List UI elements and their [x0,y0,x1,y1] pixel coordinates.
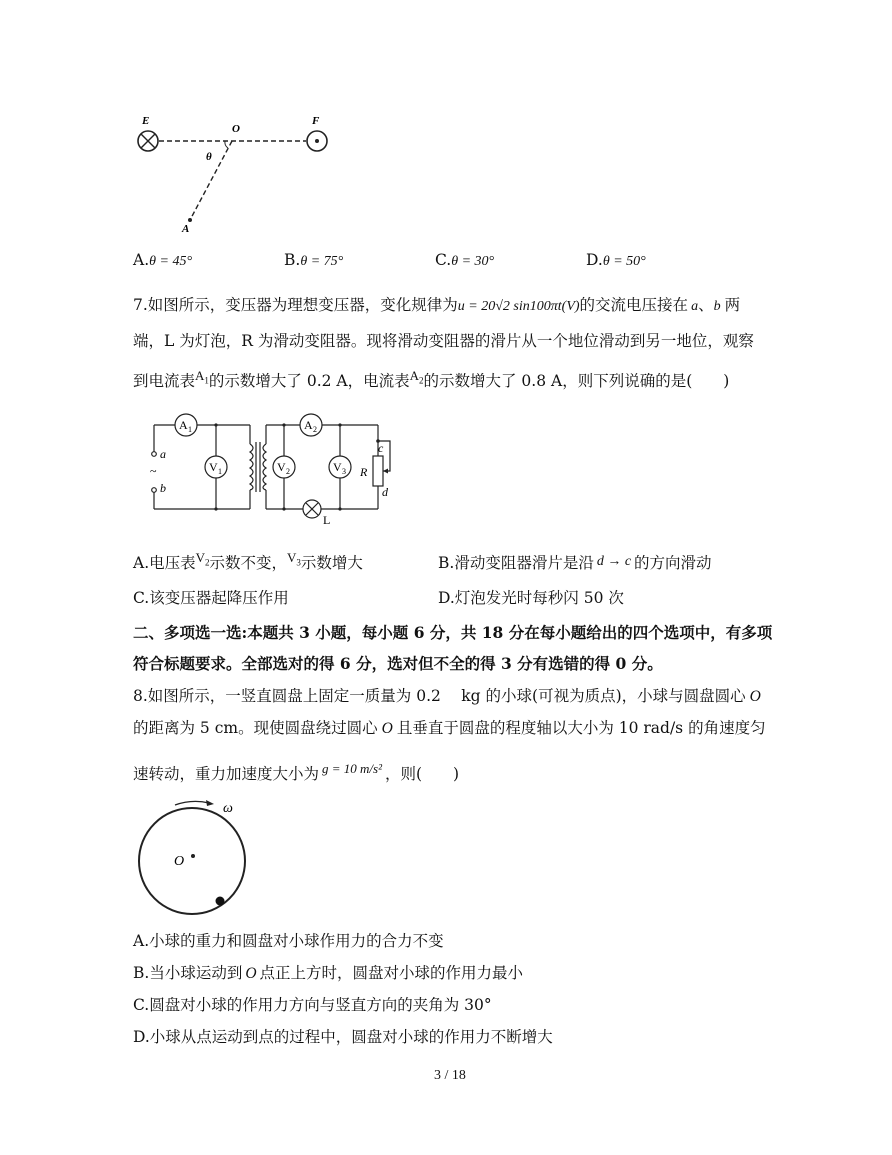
ammeter-a1-label: A [179,418,188,432]
option-text: B.当小球运动到 [133,964,243,982]
q6-option-a [133,251,192,270]
center-o: O [749,688,761,705]
q7-option-b [438,551,712,573]
label-f: F [312,115,320,127]
section-heading-line-1: 二、多项选一选:本题共 3 小题，每小题 6 分，共 18 分在每小题给出的四个选项中，有多项 [133,623,773,642]
label-e: E [142,115,150,127]
q7-option-a [133,551,363,574]
label-a: A [182,223,190,235]
ammeter-a2-label: A [304,418,313,432]
q7-line-1 [133,293,740,315]
q7-text: 两 [724,296,741,314]
q7-option-d: D.灯泡发光时每秒闪 50 次 [438,589,624,607]
symbol-sub: 1 [204,375,209,386]
terminal-b-label: b [160,481,166,495]
center-o: O [381,720,393,737]
voltmeter-v3-sub: 3 [342,467,346,476]
option-text: 点正上方时，圆盘对小球的作用力最小 [259,964,524,982]
symbol-letter: V [195,550,206,565]
q8-text: ，则( ) [385,765,460,783]
voltmeter-v3-symbol [287,550,301,568]
q7-text: 的交流电压接在 [579,296,689,314]
voltmeter-v1-label: V [209,460,218,474]
q6-option-c [435,251,494,270]
lamp-label: L [323,513,331,526]
symbol-letter: V [287,550,297,565]
disk-center-label: O [174,854,185,869]
symbol-sub: 2 [205,557,210,568]
ammeter-a1-symbol [195,368,209,386]
option-math: d → c [596,554,632,569]
q8-text: 速转动，重力加速度大小为 [133,765,320,783]
label-o: O [232,123,240,135]
q7-text: 的示数增大了 0.2 A，电流表 [208,372,410,390]
q8-option-a: A.小球的重力和圆盘对小球作用力的合力不变 [133,932,444,950]
q8-option-b [133,961,523,983]
option-text: 示数不变， [209,554,288,572]
q7-formula: u = 20√2 sin100πt(V) [457,299,580,314]
voltmeter-v2-symbol [195,550,210,568]
slider-d-label: d [382,485,388,499]
q8-text: 8.如图所示，一竖直圆盘上固定一质量为 0.2 kg 的小球(可视为质点)，小球与圆盘圆心 [133,687,746,705]
terminal-a: a [691,299,699,314]
q8-line-1 [133,684,761,706]
q8-option-c: C.圆盘对小球的作用力方向与竖直方向的夹角为 30° [133,996,492,1014]
q8-text: 的距离为 5 cm。现使圆盘绕过圆心 [133,719,378,737]
voltmeter-v1-sub: 1 [218,467,222,476]
ammeter-a2-sub: 2 [313,425,317,434]
option-text: 示数增大 [300,554,363,572]
gravity-formula: g = 10 m/s² [322,761,382,776]
option-letter: A. [133,251,150,269]
section-heading-line-2: 符合标题要求。全部选对的得 6 分，选对但不全的得 3 分有选错的得 0 分。 [133,654,663,673]
option-letter: C. [435,251,452,269]
ammeter-a2-symbol [409,368,424,386]
q7-text: 、 [698,296,714,314]
transformer-circuit [140,408,400,526]
terminal-b: b [713,299,721,314]
voltmeter-v3-label: V [333,460,342,474]
symbol-sub: 2 [419,375,424,386]
symbol-letter: A [409,368,419,383]
ac-symbol: ~ [150,464,157,478]
q8-line-2 [133,716,766,738]
option-text: 的方向滑动 [634,554,712,572]
ammeter-a1-sub: 1 [188,425,192,434]
q7-text: 的示数增大了 0.8 A，则下列说确的是( ) [423,372,730,390]
terminal-a-label: a [160,447,166,461]
q7-text: 到电流表 [133,372,196,390]
label-theta: θ [206,151,212,163]
resistor-r-label: R [360,465,368,479]
option-letter: D. [586,251,603,269]
option-text: A.电压表 [133,554,196,572]
omega-label: ω [223,801,233,816]
voltmeter-v2-label: V [277,460,286,474]
page-number: 3 / 18 [434,1068,466,1083]
option-math: θ = 75° [300,254,344,269]
q7-option-c: C.该变压器起降压作用 [133,589,289,607]
q6-option-b [284,251,343,270]
option-math: θ = 30° [451,254,495,269]
symbol-sub: 3 [296,557,301,568]
center-o: O [245,965,257,982]
voltmeter-v2-sub: 2 [286,467,290,476]
field-diagram [130,108,340,236]
option-text: B.滑动变阻器滑片是沿 [438,554,594,572]
q8-line-3 [133,762,459,784]
option-math: θ = 45° [149,254,193,269]
option-math: θ = 50° [602,254,646,269]
option-letter: B. [284,251,301,269]
q7-line-2: 端，L 为灯泡，R 为滑动变阻器。现将滑动变阻器的滑片从一个地位滑动到另一地位，观察 [133,332,754,350]
symbol-letter: A [195,368,205,383]
slider-c-label: c [378,441,384,455]
q7-line-3 [133,369,729,392]
q8-option-d: D.小球从点运动到点的过程中，圆盘对小球的作用力不断增大 [133,1028,553,1046]
q7-text: 7.如图所示，变压器为理想变压器，变化规律为 [133,296,458,314]
q8-text: 且垂直于圆盘的程度轴以大小为 10 rad/s 的角速度匀 [396,719,766,737]
disk-diagram [132,790,262,918]
q6-option-d [586,251,646,270]
